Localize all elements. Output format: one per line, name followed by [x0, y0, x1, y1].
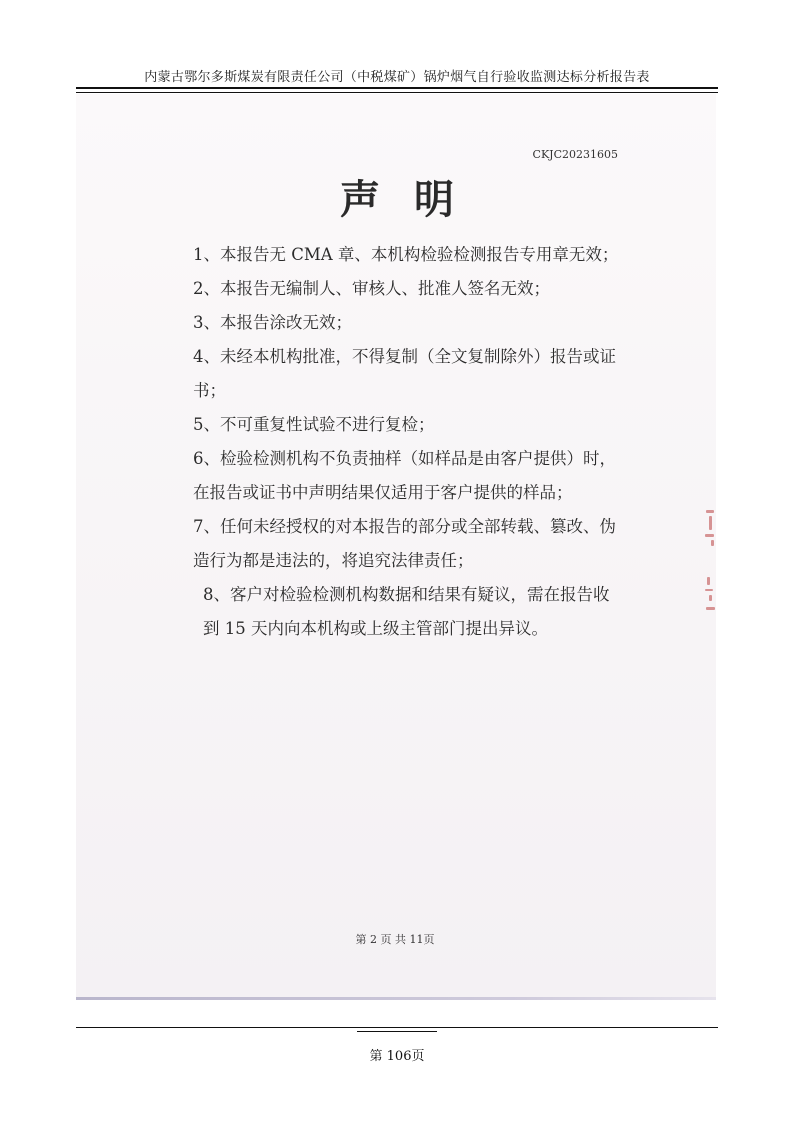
clause-item: 8、客户对检验检测机构数据和结果有疑议，需在报告收到 15 天内向本机构或上级主管部门提出异议。	[203, 585, 610, 638]
header-rule-thin	[76, 92, 718, 93]
inner-page-number: 第 2 页 共 11页	[355, 933, 435, 946]
clause-item: 5、不可重复性试验不进行复检；	[193, 415, 435, 434]
clause-item: 2、本报告无编制人、审核人、批准人签名无效；	[193, 279, 550, 298]
footer-short-rule	[357, 1031, 437, 1032]
footer-rule	[76, 1027, 718, 1028]
header-rule-thick	[76, 87, 718, 89]
running-header: 内蒙古鄂尔多斯煤炭有限责任公司（中税煤矿）锅炉烟气自行验收监测达标分析报告表	[144, 70, 650, 85]
report-number: CKJC20231605	[532, 148, 618, 161]
clause-item: 3、本报告涂改无效；	[193, 313, 352, 332]
clause-item: 1、本报告无 CMA 章、本机构检验检测报告专用章无效；	[193, 245, 619, 264]
seal-edge-mark	[703, 508, 717, 548]
scan-bottom-edge	[76, 997, 716, 1000]
seal-edge-mark	[703, 575, 717, 617]
page-number: 第 106页	[369, 1049, 425, 1064]
clause-list	[193, 238, 623, 646]
clause-item: 4、未经本机构批准，不得复制（全文复制除外）报告或证书；	[193, 347, 616, 400]
document-title: 声明	[340, 176, 488, 223]
clause-item: 7、任何未经授权的对本报告的部分或全部转载、篡改、伪造行为都是违法的，将追究法律责任；	[193, 517, 616, 570]
clause-item: 6、检验检测机构不负责抽样（如样品是由客户提供）时，在报告或证书中声明结果仅适用于客户提供的样品；	[193, 449, 616, 502]
